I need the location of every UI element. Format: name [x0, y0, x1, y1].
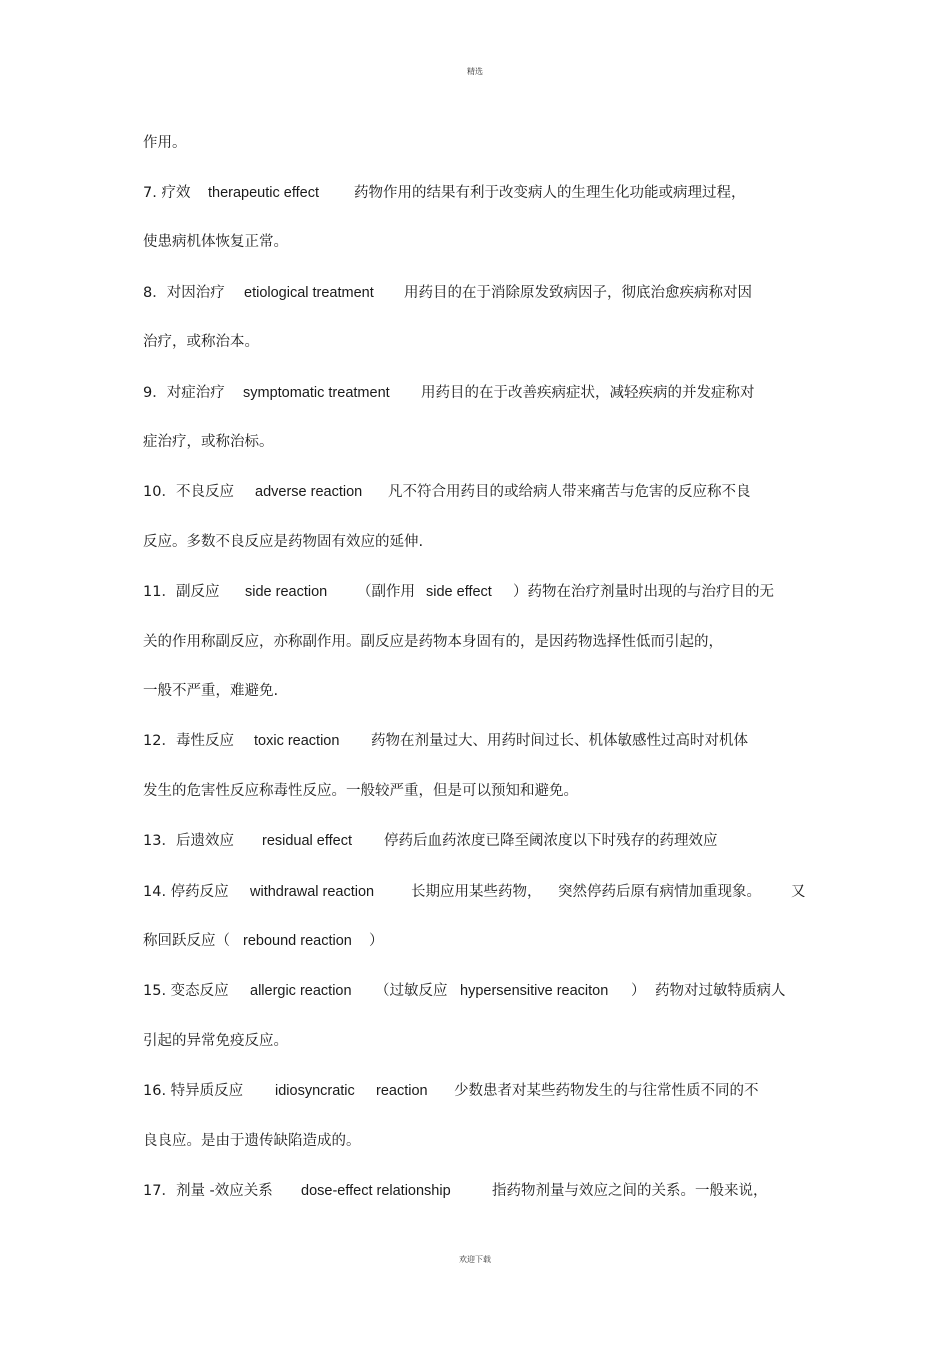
english-term: symptomatic treatment [243, 385, 390, 401]
english-term: side effect [426, 584, 492, 600]
definition-text: 一般不严重，难避免. [143, 683, 279, 699]
definition-text: 指药物剂量与效应之间的关系。一般来说， [492, 1183, 768, 1199]
definition-text: ） [631, 983, 646, 999]
definition-text: 引起的异常免疫反应。 [143, 1033, 288, 1049]
term-number-label: 13．后遗效应 [143, 833, 234, 849]
definition-text: 使患病机体恢复正常。 [143, 234, 288, 250]
term-number-label: 11．副反应 [143, 584, 220, 600]
english-term: idiosyncratic [275, 1083, 355, 1099]
definition-text: 又 [791, 884, 806, 900]
definition-text: （副作用 [357, 584, 415, 600]
definition-text: 药物在剂量过大、用药时间过长、机体敏感性过高时对机体 [371, 733, 748, 749]
english-term: hypersensitive reaciton [460, 983, 609, 999]
page-header: 精选 [467, 67, 483, 76]
english-term: withdrawal reaction [250, 884, 375, 900]
english-term: adverse reaction [255, 484, 363, 500]
definition-text: 药物对过敏特质病人 [655, 983, 786, 999]
definition-text: 称回跃反应（ [143, 933, 230, 949]
definition-text: 关的作用称副反应，亦称副作用。副反应是药物本身固有的，是因药物选择性低而引起的， [143, 634, 723, 650]
english-term: toxic reaction [254, 733, 340, 749]
english-term: etiological treatment [244, 285, 374, 301]
definition-text: 发生的危害性反应称毒性反应。一般较严重，但是可以预知和避免。 [143, 783, 578, 799]
page-footer: 欢迎下载 [459, 1255, 491, 1264]
term-number-label: 10．不良反应 [143, 484, 234, 500]
english-term: therapeutic effect [208, 185, 319, 201]
definition-text: （过敏反应 [375, 983, 448, 999]
definition-text: 少数患者对某些药物发生的与往常性质不同的不 [454, 1083, 759, 1099]
term-number-label: 17．剂量 -效应关系 [143, 1183, 273, 1199]
term-number-label: 7. 疗效 [143, 185, 191, 201]
term-number-label: 8．对因治疗 [143, 285, 225, 301]
definition-text: 良良应。是由于遗传缺陷造成的。 [143, 1133, 361, 1149]
definition-text: 长期应用某些药物， [411, 884, 542, 900]
definition-text: 停药后血药浓度已降至阈浓度以下时残存的药理效应 [384, 833, 718, 849]
definition-text: ）药物在治疗剂量时出现的与治疗目的无 [513, 584, 774, 600]
definition-text: 反应。多数不良反应是药物固有效应的延伸. [143, 534, 424, 550]
term-number-label: 12．毒性反应 [143, 733, 234, 749]
english-term: dose-effect relationship [301, 1183, 451, 1199]
english-term: reaction [376, 1083, 428, 1099]
term-number-label: 15. 变态反应 [143, 983, 229, 999]
english-term: rebound reaction [243, 933, 352, 949]
definition-text: 突然停药后原有病情加重现象。 [558, 884, 761, 900]
definition-text: ） [369, 933, 384, 949]
english-term: side reaction [245, 584, 328, 600]
english-term: residual effect [262, 833, 353, 849]
english-term: allergic reaction [250, 983, 352, 999]
term-number-label: 9．对症治疗 [143, 385, 225, 401]
term-number-label: 16. 特异质反应 [143, 1083, 244, 1099]
definition-text: 治疗，或称治本。 [143, 334, 259, 350]
definition-text: 症治疗，或称治标。 [143, 434, 274, 450]
definition-text: 用药目的在于改善疾病症状，减轻疾病的并发症称对 [421, 385, 755, 401]
definition-text: 药物作用的结果有利于改变病人的生理生化功能或病理过程， [354, 185, 746, 201]
definition-text: 用药目的在于消除原发致病因子，彻底治愈疾病称对因 [404, 285, 752, 301]
text-segment: 作用。 [143, 135, 187, 151]
definition-text: 凡不符合用药目的或给病人带来痛苦与危害的反应称不良 [388, 484, 751, 500]
term-number-label: 14. 停药反应 [143, 884, 229, 900]
